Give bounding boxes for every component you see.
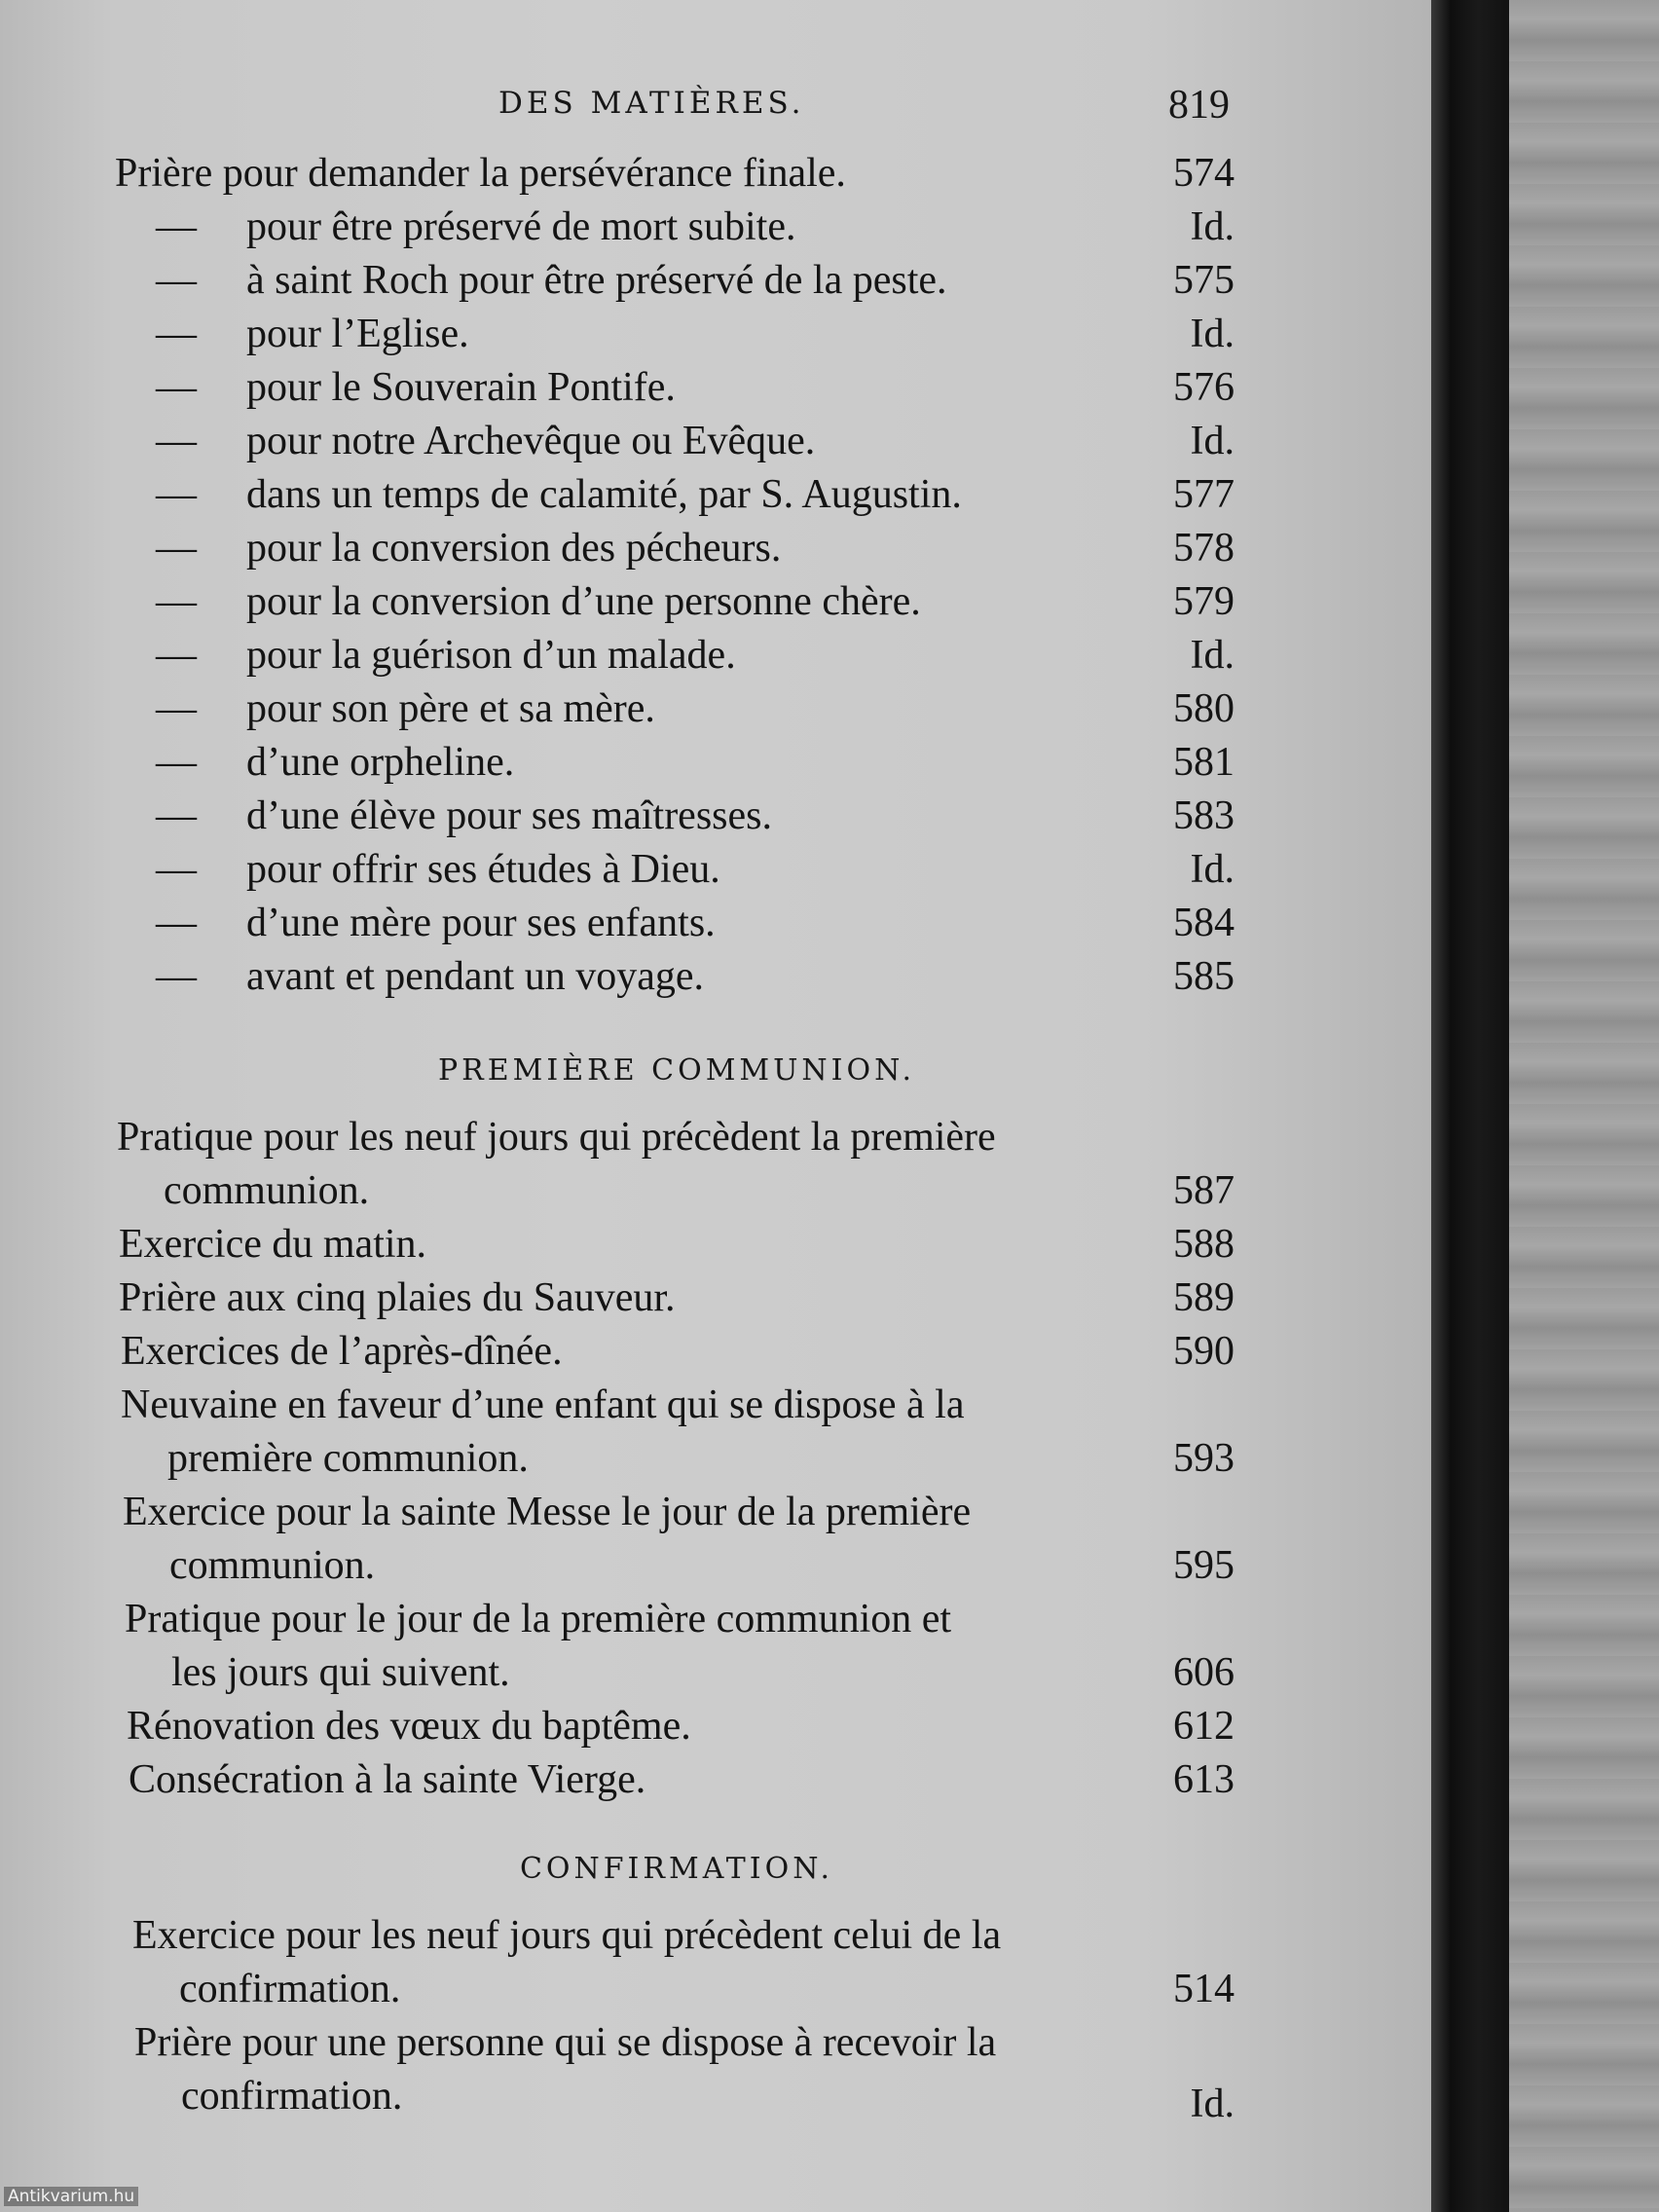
ditto-dash: —	[156, 901, 197, 945]
toc-entry	[0, 900, 1236, 950]
toc-entry	[0, 525, 1236, 575]
entry-text: pour offrir ses études à Dieu.	[246, 847, 720, 892]
ditto-dash: —	[156, 258, 197, 303]
toc-entry	[0, 1596, 1236, 1646]
ditto-dash: —	[156, 526, 197, 571]
entry-text: Exercice pour les neuf jours qui précèdent celui de la	[132, 1913, 1002, 1958]
entry-text: première communion.	[167, 1436, 529, 1481]
entry-text: avant et pendant un voyage.	[246, 954, 704, 999]
entry-page: 593	[1173, 1436, 1235, 1481]
toc-entry	[0, 2019, 1236, 2070]
toc-entry	[0, 203, 1236, 254]
toc-entry	[0, 953, 1236, 1004]
toc-entry	[0, 418, 1236, 468]
ditto-dash: —	[156, 633, 197, 678]
entry-text: pour son père et sa mère.	[246, 686, 655, 731]
section-heading-confirmation: CONFIRMATION.	[519, 1852, 834, 1886]
entry-text: pour l’Eglise.	[246, 312, 469, 356]
entry-page: Id.	[1190, 312, 1235, 356]
entry-page: Id.	[1190, 847, 1235, 892]
entry-text: pour la guérison d’un malade.	[246, 633, 736, 678]
entry-text: Exercice pour la sainte Messe le jour de la première	[123, 1490, 972, 1534]
entry-page: 577	[1173, 472, 1235, 517]
entry-text: Consécration à la sainte Vierge.	[129, 1757, 646, 1802]
entry-page: 581	[1173, 740, 1235, 785]
toc-entry	[0, 685, 1236, 736]
ditto-dash: —	[156, 847, 197, 892]
entry-page: 612	[1173, 1704, 1235, 1749]
entry-text: Neuvaine en faveur d’une enfant qui se dispose à la	[121, 1382, 965, 1427]
toc-entry	[0, 1912, 1236, 1963]
entry-page: 580	[1173, 686, 1235, 731]
entry-text: Exercice du matin.	[119, 1222, 427, 1267]
running-title: DES MATIÈRES.	[498, 86, 805, 121]
entry-page: 587	[1173, 1168, 1235, 1213]
entry-text: Prière aux cinq plaies du Sauveur.	[119, 1275, 676, 1320]
toc-entry	[0, 846, 1236, 897]
entry-text: pour être préservé de mort subite.	[246, 204, 796, 249]
page-number: 819	[1168, 83, 1230, 128]
toc-entry	[0, 471, 1236, 522]
ditto-dash: —	[156, 419, 197, 463]
toc-entry-continuation	[0, 2073, 1236, 2126]
toc-entry	[0, 739, 1236, 790]
toc-entry	[0, 1703, 1236, 1753]
entry-page: Id.	[1190, 204, 1235, 249]
entry-text: pour la conversion d’une personne chère.	[246, 579, 921, 624]
toc-entry-continuation	[0, 1649, 1236, 1700]
watermark: Antikvarium.hu	[4, 2187, 138, 2206]
entry-text: Prière pour demander la persévérance finale.	[115, 151, 846, 196]
entry-text: à saint Roch pour être préservé de la peste.	[246, 258, 947, 303]
ditto-dash: —	[156, 204, 197, 249]
entry-page: 585	[1173, 954, 1235, 999]
ditto-dash: —	[156, 312, 197, 356]
ditto-dash: —	[156, 793, 197, 838]
entry-text: confirmation.	[179, 1967, 401, 2011]
toc-entry	[0, 1328, 1236, 1379]
toc-entry	[0, 1221, 1236, 1272]
book-spine-shadow	[1431, 0, 1509, 2212]
ditto-dash: —	[156, 579, 197, 624]
entry-text: d’une élève pour ses maîtresses.	[246, 793, 772, 838]
entry-page: 575	[1173, 258, 1235, 303]
entry-text: d’une mère pour ses enfants.	[246, 901, 716, 945]
ditto-dash: —	[156, 686, 197, 731]
entry-page: 589	[1173, 1275, 1235, 1320]
toc-entry-continuation	[0, 1167, 1236, 1218]
entry-page: 584	[1173, 901, 1235, 945]
entry-page: 613	[1173, 1757, 1235, 1802]
entry-page: 606	[1173, 1650, 1235, 1695]
toc-entry-continuation	[0, 1542, 1236, 1593]
entry-page: Id.	[1190, 419, 1235, 463]
page-header	[0, 82, 1236, 130]
entry-page: 514	[1173, 1967, 1235, 2011]
entry-page: 590	[1173, 1329, 1235, 1374]
entry-text: pour notre Archevêque ou Evêque.	[246, 419, 816, 463]
toc-entry-continuation	[0, 1435, 1236, 1486]
entry-text: dans un temps de calamité, par S. Augustin.	[246, 472, 962, 517]
entry-text: confirmation.	[181, 2074, 403, 2119]
entry-text: pour la conversion des pécheurs.	[246, 526, 782, 571]
entry-page: Id.	[1190, 2082, 1235, 2126]
section-heading-first-communion: PREMIÈRE COMMUNION.	[438, 1053, 915, 1088]
entry-text: communion.	[164, 1168, 370, 1213]
entry-page: 574	[1173, 151, 1235, 196]
ditto-dash: —	[156, 954, 197, 999]
toc-entry	[0, 793, 1236, 843]
toc-entry	[0, 632, 1236, 682]
toc-entry	[0, 1274, 1236, 1325]
entry-text: Pratique pour le jour de la première communion et	[125, 1597, 952, 1641]
entry-page: 588	[1173, 1222, 1235, 1267]
toc-entry	[0, 1756, 1236, 1807]
ditto-dash: —	[156, 365, 197, 410]
entry-text: d’une orpheline.	[246, 740, 515, 785]
ditto-dash: —	[156, 472, 197, 517]
entry-text: Prière pour une personne qui se dispose à recevoir la	[134, 2020, 997, 2065]
toc-entry	[0, 578, 1236, 629]
entry-text: pour le Souverain Pontife.	[246, 365, 676, 410]
ditto-dash: —	[156, 740, 197, 785]
toc-entry	[0, 364, 1236, 415]
entry-page: 595	[1173, 1543, 1235, 1588]
entry-page: 583	[1173, 793, 1235, 838]
entry-text: communion.	[169, 1543, 376, 1588]
entry-text: Rénovation des vœux du baptême.	[127, 1704, 691, 1749]
toc-entry	[0, 150, 1236, 201]
entry-text: les jours qui suivent.	[171, 1650, 510, 1695]
entry-page: Id.	[1190, 633, 1235, 678]
toc-entry	[0, 1382, 1236, 1432]
toc-entry	[0, 1114, 1236, 1164]
wood-background	[1509, 0, 1659, 2212]
entry-text: Exercices de l’après-dînée.	[121, 1329, 563, 1374]
entry-page: 578	[1173, 526, 1235, 571]
entry-text: Pratique pour les neuf jours qui précèdent la première	[117, 1115, 996, 1160]
entry-page: 576	[1173, 365, 1235, 410]
toc-entry	[0, 311, 1236, 361]
toc-entry	[0, 257, 1236, 308]
toc-entry	[0, 1489, 1236, 1539]
toc-entry-continuation	[0, 1966, 1236, 2016]
entry-page: 579	[1173, 579, 1235, 624]
